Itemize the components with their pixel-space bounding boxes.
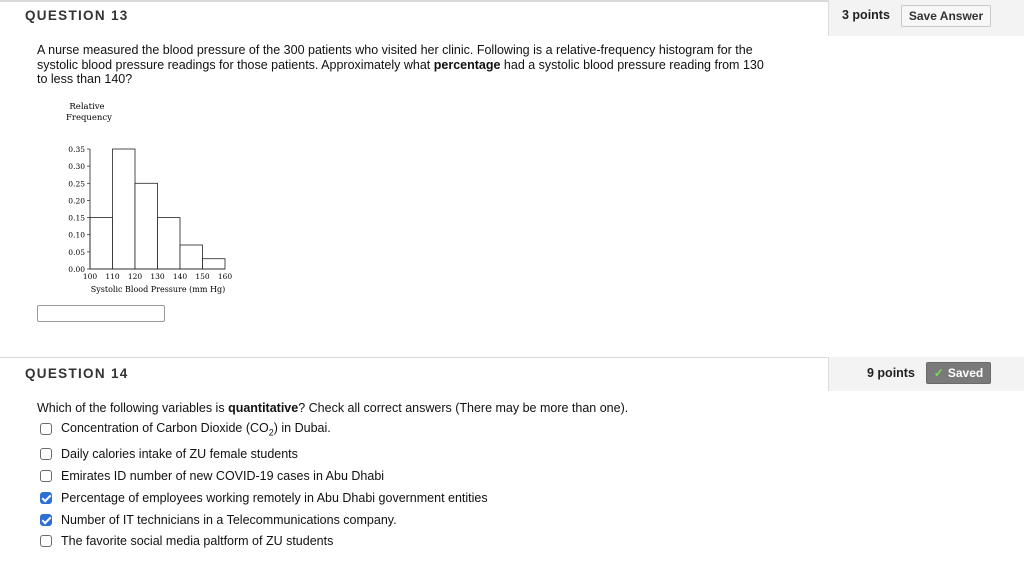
x-tick-label: 120 xyxy=(127,272,143,281)
prompt-line-2 xyxy=(37,58,807,73)
option-daily-calories[interactable] xyxy=(40,446,298,462)
checkbox[interactable] xyxy=(40,492,52,504)
question-14-top-rule xyxy=(0,357,828,358)
question-14-prompt xyxy=(37,401,797,416)
bars-group xyxy=(90,149,225,269)
y-ticks-group xyxy=(68,145,90,274)
y-tick-label: 0.00 xyxy=(68,265,85,274)
option-text: Concentration of Carbon Dioxide (CO xyxy=(61,420,269,435)
histogram-chart xyxy=(55,97,245,302)
y-tick-label: 0.15 xyxy=(68,213,85,223)
prompt-text: Which of the following variables is xyxy=(37,401,229,415)
histogram-bar xyxy=(113,149,136,269)
checkbox[interactable] xyxy=(40,423,52,435)
option-social-media[interactable] xyxy=(40,533,333,549)
histogram-bar xyxy=(203,259,226,269)
question-14-title: QUESTION 14 xyxy=(25,366,129,381)
y-axis-label-line1: Relative xyxy=(69,102,105,112)
x-ticks-group xyxy=(83,272,233,281)
x-axis-label: Systolic Blood Pressure (mm Hg) xyxy=(90,285,226,294)
option-label xyxy=(61,421,331,438)
checkbox[interactable] xyxy=(40,535,52,547)
saved-button[interactable] xyxy=(926,362,991,384)
x-tick-label: 110 xyxy=(105,272,120,281)
question-13-top-rule xyxy=(0,0,828,2)
option-label: Daily calories intake of ZU female students xyxy=(61,447,298,461)
option-label: Number of IT technicians in a Telecommunications company. xyxy=(61,513,397,527)
option-percentage-remote[interactable] xyxy=(40,490,488,506)
save-answer-button[interactable]: Save Answer xyxy=(901,5,991,27)
question-13-prompt xyxy=(37,43,807,87)
checkbox[interactable] xyxy=(40,514,52,526)
option-text: ) in Dubai. xyxy=(273,420,331,435)
subscript: 2 xyxy=(268,427,274,438)
histogram-svg xyxy=(55,97,245,302)
option-label: Percentage of employees working remotely in Abu Dhabi government entities xyxy=(61,491,488,505)
question-13-points: 3 points xyxy=(842,8,890,22)
checkmark-icon: ✓ xyxy=(933,366,944,380)
histogram-bar xyxy=(90,218,113,269)
checkbox[interactable] xyxy=(40,470,52,482)
histogram-bar xyxy=(158,218,181,269)
prompt-text: ? Check all correct answers (There may be more than one). xyxy=(298,401,629,415)
y-tick-label: 0.20 xyxy=(68,196,85,206)
histogram-bar xyxy=(180,245,203,269)
option-label: The favorite social media paltform of ZU students xyxy=(61,534,334,548)
x-tick-label: 160 xyxy=(217,272,233,281)
prompt-line-3: to less than 140? xyxy=(37,72,133,86)
option-label: Emirates ID number of new COVID-19 cases in Abu Dhabi xyxy=(61,469,385,483)
question-13-title: QUESTION 13 xyxy=(25,8,129,23)
y-tick-label: 0.10 xyxy=(68,230,85,240)
prompt-bold-keyword: quantitative xyxy=(228,401,299,415)
option-it-technicians[interactable] xyxy=(40,512,397,528)
y-axis-label-line2: Frequency xyxy=(66,113,112,123)
option-emirates-id[interactable] xyxy=(40,468,384,484)
prompt-text: had a systolic blood pressure reading from 130 xyxy=(500,57,764,72)
histogram-bar xyxy=(135,183,158,269)
x-tick-label: 100 xyxy=(82,272,98,281)
prompt-bold-keyword: percentage xyxy=(433,57,501,72)
prompt-text: systolic blood pressure readings for those patients. Approximately what xyxy=(37,57,434,72)
question-14-points: 9 points xyxy=(867,366,915,380)
answer-input[interactable] xyxy=(37,305,165,322)
y-tick-label: 0.30 xyxy=(68,162,85,172)
x-tick-label: 140 xyxy=(172,272,188,281)
y-tick-label: 0.25 xyxy=(68,179,85,189)
saved-label: Saved xyxy=(947,366,984,380)
y-tick-label: 0.35 xyxy=(68,145,85,154)
x-tick-label: 130 xyxy=(150,272,165,281)
prompt-line-1: A nurse measured the blood pressure of the 300 patients who visited her clinic. Following is a relative-frequency histogram for the xyxy=(37,43,753,57)
y-tick-label: 0.05 xyxy=(68,247,85,257)
option-co2[interactable] xyxy=(40,421,331,437)
x-tick-label: 150 xyxy=(195,272,210,281)
checkbox[interactable] xyxy=(40,448,52,460)
